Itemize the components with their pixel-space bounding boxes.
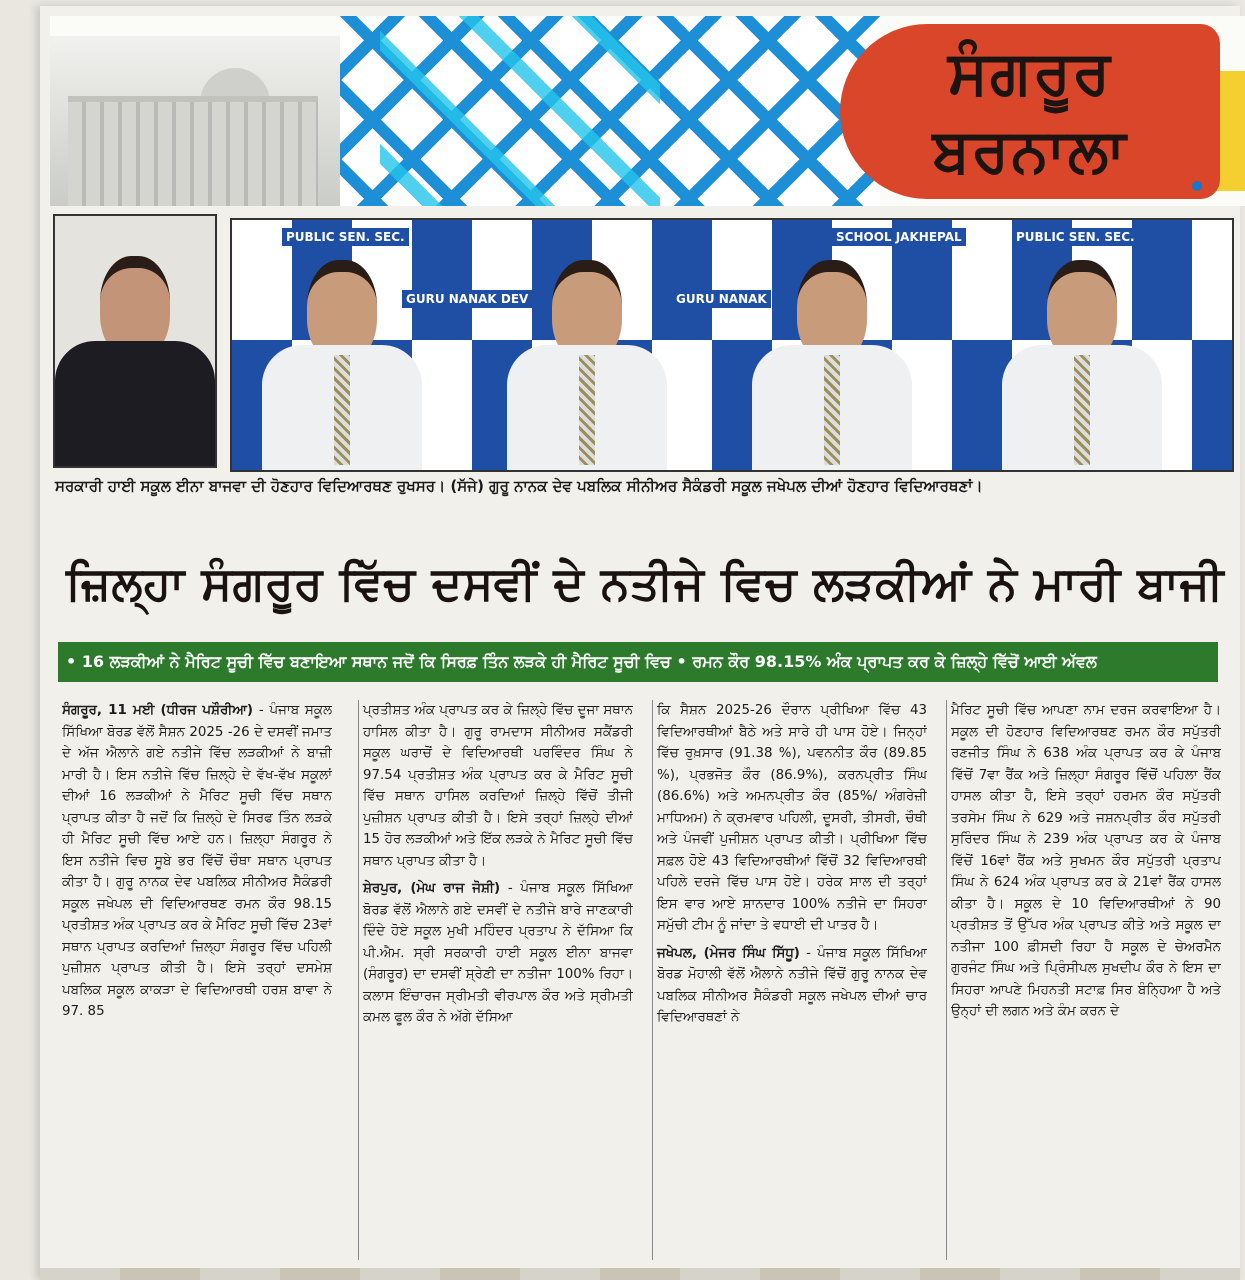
column-paragraph (657, 943, 927, 1029)
backdrop-label: GURU NANAK DEV (402, 290, 532, 308)
student-figure (742, 240, 922, 470)
backdrop-label: SCHOOL JAKHEPAL (832, 228, 966, 246)
backdrop-label: PUBLIC SEN. SEC. (1012, 228, 1139, 246)
photo-students-group (230, 218, 1234, 472)
masthead-title-line1: ਸੰਗਰੂਰ (947, 38, 1113, 108)
paragraph-text: - ਪੰਜਾਬ ਸਕੂਲ ਸਿੱਖਿਆ ਬੋਰਡ ਵੱਲੋਂ ਸੈਸ਼ਨ 2025 -26 ਦੇ ਦਸਵੀਂ ਜਮਾਤ ਦੇ ਅੱਜ ਐਲਾਨੇ ਗਏ ਨਤੀਜੇ ਵਿੱਚ ਲੜਕੀਆਂ ਨੇ ਬਾਜ਼ੀ ਮਾਰੀ ਹੈ। ਇਸ ਨਤੀਜੇ ਵਿੱਚ ਜ਼ਿਲ੍ਹੇ ਦੇ ਵੱਖ-ਵੱਖ ਸਕੂਲਾਂ ਦੀਆਂ 16 ਲੜਕੀਆਂ ਨੇ ਮੈਰਿਟ ਸੂਚੀ ਵਿੱਚ ਸਥਾਨ ਪ੍ਰਾਪਤ ਕੀਤਾ ਹੈ ਜਦੋਂ ਕਿ ਜ਼ਿਲ੍ਹੇ ਦੇ ਸਿਰਫ ਤਿੰਨ ਲੜਕੇ ਹੀ ਮੈਰਿਟ ਸੂਚੀ ਵਿੱਚ ਆਏ ਹਨ। ਜ਼ਿਲ੍ਹਾ ਸੰਗਰੂਰ ਨੇ ਇਸ ਨਤੀਜੇ ਵਿਚ ਸੂਬੇ ਭਰ ਵਿੱਚੋਂ ਚੌਥਾ ਸਥਾਨ ਪ੍ਰਾਪਤ ਕੀਤਾ ਹੈ। ਗੁਰੂ ਨਾਨਕ ਦੇਵ ਪਬਲਿਕ ਸੀਨੀਅਰ ਸੈਕੰਡਰੀ ਸਕੂਲ ਜਖੇਪਲ ਦੀ ਵਿਦਿਆਰਥਣ ਰਮਨ ਕੌਰ 98.15 ਪ੍ਰਤੀਸ਼ਤ ਅੰਕ ਪ੍ਰਾਪਤ ਕਰ ਕੇ ਮੈਰਿਟ ਸੂਚੀ ਵਿੱਚ 23ਵਾਂ ਸਥਾਨ ਪ੍ਰਾਪਤ ਕਰਦਿਆਂ ਜ਼ਿਲ੍ਹਾ ਸੰਗਰੂਰ ਵਿੱਚ ਪਹਿਲੀ ਪੁਜ਼ੀਸ਼ਨ ਪ੍ਰਾਪਤ ਕੀਤੀ ਹੈ। ਇਸੇ ਤਰ੍ਹਾਂ ਦਸਮੇਸ਼ ਪਬਲਿਕ ਸਕੂਲ ਕਾਕੜਾ ਦੇ ਵਿਦਿਆਰਥੀ ਹਰਸ਼ ਬਾਵਾ ਨੇ 97. 85 (62, 703, 332, 1019)
newspaper-page (40, 6, 1240, 1280)
dateline: ਜਖੇਪਲ, (ਮੇਜਰ ਸਿੰਘ ਸਿੱਧੂ) (657, 945, 800, 961)
student-tie (334, 355, 350, 465)
masthead-dot (1192, 181, 1202, 191)
student-figure (252, 240, 432, 470)
student-body (55, 341, 215, 468)
student-tie (579, 355, 595, 465)
article-column-1 (62, 700, 332, 1260)
backdrop-label: GURU NANAK (672, 290, 771, 308)
paragraph-text: ਮੈਰਿਟ ਸੂਚੀ ਵਿੱਚ ਆਪਣਾ ਨਾਮ ਦਰਜ ਕਰਵਾਇਆ ਹੈ। ਸਕੂਲ ਦੀ ਹੋਣਹਾਰ ਵਿਦਿਆਰਥਣ ਰਮਨ ਕੌਰ ਸਪੁੱਤਰੀ ਰਣਜੀਤ ਸਿੰਘ ਨੇ 638 ਅੰਕ ਪ੍ਰਾਪਤ ਕਰ ਕੇ ਪੰਜਾਬ ਵਿੱਚੋਂ 7ਵਾ ਰੈਂਕ ਅਤੇ ਜ਼ਿਲ੍ਹਾ ਸੰਗਰੂਰ ਵਿੱਚੋਂ ਪਹਿਲਾ ਰੈਂਕ ਹਾਸਲ ਕੀਤਾ ਹੈ, ਇਸੇ ਤਰ੍ਹਾਂ ਹਰਮਨ ਕੌਰ ਸਪੁੱਤਰੀ ਤਰਸੇਮ ਸਿੰਘ ਨੇ 629 ਅਤੇ ਜਸ਼ਨਪ੍ਰੀਤ ਕੌਰ ਸਪੁੱਤਰੀ ਸੁਰਿੰਦਰ ਸਿੰਘ ਨੇ 239 ਅੰਕ ਪ੍ਰਾਪਤ ਕਰ ਕੇ ਪੰਜਾਬ ਵਿੱਚੋਂ 16ਵਾਂ ਰੈਂਕ ਅਤੇ ਸੁਖਮਨ ਕੌਰ ਸਪੁੱਤਰੀ ਪ੍ਰਤਾਪ ਸਿੰਘ ਨੇ 624 ਅੰਕ ਪ੍ਰਾਪਤ ਕਰ ਕੇ 21ਵਾਂ ਰੈਂਕ ਹਾਸਲ ਕੀਤਾ ਹੈ। ਸਕੂਲ ਦੇ 10 ਵਿਦਿਆਰਥੀਆਂ ਨੇ 90 ਪ੍ਰਤੀਸ਼ਤ ਤੋਂ ਉੱਪਰ ਅੰਕ ਪ੍ਰਾਪਤ ਕੀਤੇ ਅਤੇ ਸਕੂਲ ਦਾ ਨਤੀਜਾ 100 ਫ਼ੀਸਦੀ ਰਿਹਾ ਹੈ ਸਕੂਲ ਦੇ ਚੇਅਰਮੈਨ ਗੁਰਜੰਟ ਸਿੰਘ ਅਤੇ ਪ੍ਰਿੰਸੀਪਲ ਸੁਖਦੀਪ ਕੌਰ ਨੇ ਇਸ ਦਾ ਸਿਹਰਾ ਆਪਣੇ ਮਿਹਨਤੀ ਸਟਾਫ਼ ਸਿਰ ਬੰਨ੍ਹਿਆ ਹੈ ਅਤੇ ਉਨ੍ਹਾਂ ਦੀ ਲਗਨ ਅਤੇ ਕੰਮ ਕਰਨ ਦੇ (951, 703, 1221, 1019)
masthead (50, 16, 1245, 206)
dateline: ਸ਼ੇਰਪੁਰ, (ਮੇਘ ਰਾਜ ਜੋਸ਼ੀ) (363, 881, 501, 896)
photo-student-single (53, 214, 217, 468)
backdrop-label: PUBLIC SEN. SEC. (282, 228, 409, 246)
masthead-title-line2: ਬਰਨਾਲਾ (932, 116, 1128, 186)
masthead-pattern-accent (380, 16, 660, 206)
paragraph-text: - ਪੰਜਾਬ ਸਕੂਲ ਸਿੱਖਿਆ ਬੋਰਡ ਮੋਹਾਲੀ ਵੱਲੋਂ ਐਲਾਨੇ ਨਤੀਜੇ ਵਿੱਚੋਂ ਗੁਰੂ ਨਾਨਕ ਦੇਵ ਪਬਲਿਕ ਸੀਨੀਅਰ ਸੈਕੰਡਰੀ ਸਕੂਲ ਜਖੇਪਲ ਦੀਆਂ ਚਾਰ ਵਿਦਿਆਰਥਣਾਂ ਨੇ (657, 945, 927, 1025)
student-figure (992, 240, 1172, 470)
paragraph-text: ਪ੍ਰਤੀਸ਼ਤ ਅੰਕ ਪ੍ਰਾਪਤ ਕਰ ਕੇ ਜ਼ਿਲ੍ਹੇ ਵਿੱਚ ਦੂਜਾ ਸਥਾਨ ਹਾਸਿਲ ਕੀਤਾ ਹੈ। ਗੁਰੂ ਰਾਮਦਾਸ ਸੀਨੀਅਰ ਸਕੈਂਡਰੀ ਸਕੂਲ ਘਰਾਚੋਂ ਦੇ ਵਿਦਿਆਰਥੀ ਪਰਵਿੰਦਰ ਸਿੰਘ ਨੇ 97.54 ਪ੍ਰਤੀਸ਼ਤ ਅੰਕ ਪ੍ਰਾਪਤ ਕਰ ਕੇ ਮੈਰਿਟ ਸੂਚੀ ਵਿੱਚ ਸਥਾਨ ਹਾਸਿਲ ਕਰਦਿਆਂ ਜ਼ਿਲ੍ਹੇ ਵਿੱਚੋਂ ਤੀਜੀ ਪੁਜ਼ੀਸ਼ਨ ਪ੍ਰਾਪਤ ਕੀਤੀ ਹੈ। ਇਸੇ ਤਰ੍ਹਾਂ ਜ਼ਿਲ੍ਹੇ ਦੀਆਂ 15 ਹੋਰ ਲੜਕੀਆਂ ਅਤੇ ਇੱਕ ਲੜਕੇ ਨੇ ਮੈਰਿਟ ਸੂਚੀ ਵਿੱਚ ਸਥਾਨ ਪ੍ਰਾਪਤ ਕੀਤਾ ਹੈ। (363, 703, 633, 869)
building-facade (68, 96, 318, 206)
subheadline-bar: • 16 ਲੜਕੀਆਂ ਨੇ ਮੈਰਿਟ ਸੂਚੀ ਵਿੱਚ ਬਣਾਇਆ ਸਥਾਨ ਜਦੋਂ ਕਿ ਸਿਰਫ਼ ਤਿੰਨ ਲੜਕੇ ਹੀ ਮੈਰਿਟ ਸੂਚੀ ਵਿਚ • ਰਮਨ ਕੌਰ 98.15% ਅੰਕ ਪ੍ਰਾਪਤ ਕਰ ਕੇ ਜ਼ਿਲ੍ਹੇ ਵਿੱਚੋਂ ਆਈ ਅੱਵਲ (58, 642, 1218, 682)
masthead-building-photo (50, 36, 340, 206)
student-figure (53, 236, 217, 466)
article-column-3 (652, 700, 927, 1260)
page-bottom-edge (40, 1268, 1240, 1280)
masthead-title-badge (840, 24, 1220, 199)
student-tie (824, 355, 840, 465)
masthead-pattern (340, 16, 880, 206)
article-column-4 (946, 700, 1221, 1260)
paragraph-text: ਕਿ ਸੈਸ਼ਨ 2025-26 ਦੌਰਾਨ ਪ੍ਰੀਖਿਆ ਵਿੱਚ 43 ਵਿਦਿਆਰਥੀਆਂ ਬੈਠੇ ਅਤੇ ਸਾਰੇ ਹੀ ਪਾਸ ਹੋਏ। ਜਿਨ੍ਹਾਂ ਵਿੱਚ ਰੁਖ਼ਸਾਰ (91.38 %), ਪਵਨਨੀਤ ਕੌਰ (89.85 %), ਪ੍ਰਭਜੋਤ ਕੌਰ (86.9%), ਕਰਨਪ੍ਰੀਤ ਸਿੰਘ (86.6%) ਅਤੇ ਅਮਨਪ੍ਰੀਤ ਕੌਰ (85%/ ਅੰਗਰੇਜ਼ੀ ਮਾਧਿਅਮ) ਨੇ ਕ੍ਰਮਵਾਰ ਪਹਿਲੀ, ਦੂਸਰੀ, ਤੀਸਰੀ, ਚੌਥੀ ਅਤੇ ਪੰਜਵੀਂ ਪੁਜੀਸ਼ਨ ਪ੍ਰਾਪਤ ਕੀਤੀ। ਪ੍ਰੀਖਿਆ ਵਿੱਚ ਸਫ਼ਲ ਹੋਏ 43 ਵਿਦਿਆਰਥੀਆਂ ਵਿੱਚੋਂ 32 ਵਿਦਿਆਰਥੀ ਪਹਿਲੇ ਦਰਜੇ ਵਿੱਚ ਪਾਸ ਹੋਏ। ਹਰੇਕ ਸਾਲ ਦੀ ਤਰ੍ਹਾਂ ਇਸ ਵਾਰ ਆਏ ਸ਼ਾਨਦਾਰ 100% ਨਤੀਜੇ ਦਾ ਸਿਹਰਾ ਸਮੁੱਚੀ ਟੀਮ ਨੂੰ ਜਾਂਦਾ ਤੇ ਵਧਾਈ ਦੀ ਪਾਤਰ ਹੈ। (657, 703, 927, 933)
article-column-2 (358, 700, 633, 1260)
headline: ਜ਼ਿਲ੍ਹਾ ਸੰਗਰੂਰ ਵਿੱਚ ਦਸਵੀਂ ਦੇ ਨਤੀਜੇ ਵਿਚ ਲੜਕੀਆਂ ਨੇ ਮਾਰੀ ਬਾਜੀ (66, 556, 1224, 610)
photo-caption: ਸਰਕਾਰੀ ਹਾਈ ਸਕੂਲ ਈਨਾ ਬਾਜਵਾ ਦੀ ਹੋਣਹਾਰ ਵਿਦਿਆਰਥਣ ਰੁਖਸਰ। (ਸੱਜੇ) ਗੁਰੂ ਨਾਨਕ ਦੇਵ ਪਬਲਿਕ ਸੀਨੀਅਰ ਸੈਕੰਡਰੀ ਸਕੂਲ ਜਖੇਪਲ ਦੀਆਂ ਹੋਣਹਾਰ ਵਿਦਿਆਰਥਣਾਂ। (55, 477, 983, 495)
article-columns (62, 700, 1222, 1260)
column-paragraph (363, 878, 633, 1029)
column-paragraph (62, 700, 332, 1023)
student-tie (1074, 355, 1090, 465)
student-figure (497, 240, 677, 470)
dateline: ਸੰਗਰੂਰ, 11 ਮਈ (ਧੀਰਜ ਪਸ਼ੌਰੀਆ) (62, 703, 253, 718)
paragraph-text: - ਪੰਜਾਬ ਸਕੂਲ ਸਿੱਖਿਆ ਬੋਰਡ ਵੱਲੋਂ ਐਲਾਨੇ ਗਏ ਦਸਵੀਂ ਦੇ ਨਤੀਜੇ ਬਾਰੇ ਜਾਣਕਾਰੀ ਦਿੰਦੇ ਹੋਏ ਸਕੂਲ ਮੁਖੀ ਮਹਿੰਦਰ ਪ੍ਰਤਾਪ ਨੇ ਦੱਸਿਆ ਕਿ ਪੀ.ਐਮ. ਸ੍ਰੀ ਸਰਕਾਰੀ ਹਾਈ ਸਕੂਲ ਈਨਾ ਬਾਜਵਾ (ਸੰਗਰੂਰ) ਦਾ ਦਸਵੀਂ ਸ਼੍ਰੇਣੀ ਦਾ ਨਤੀਜਾ 100% ਰਿਹਾ। ਕਲਾਸ ਇੰਚਾਰਜ ਸ੍ਰੀਮਤੀ ਵੀਰਪਾਲ ਕੌਰ ਅਤੇ ਸ੍ਰੀਮਤੀ ਕਮਲ ਫੂਲ ਕੌਰ ਨੇ ਅੱਗੇ ਦੱਸਿਆ (363, 881, 633, 1025)
